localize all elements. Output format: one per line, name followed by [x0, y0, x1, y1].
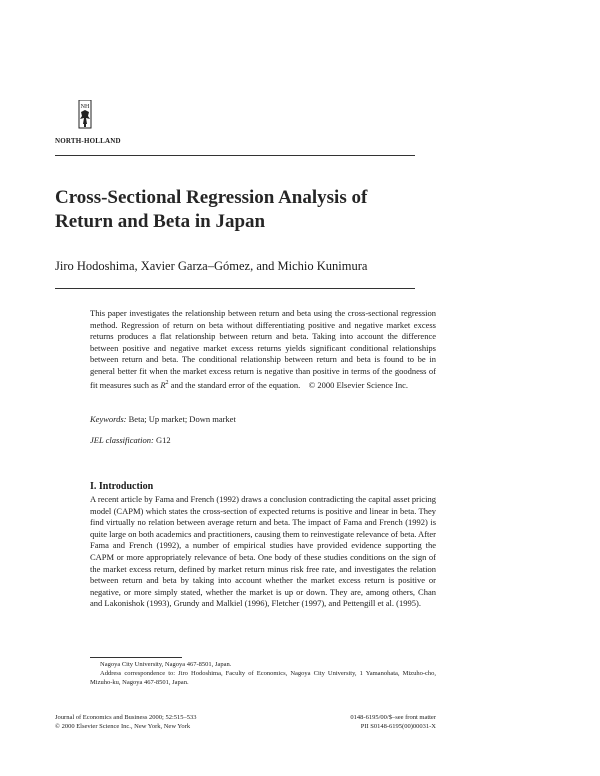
jel-value: G12 [153, 435, 171, 445]
footer-publisher: © 2000 Elsevier Science Inc., New York, New York [55, 722, 191, 730]
header-rule [55, 155, 415, 156]
author-rule [55, 288, 415, 289]
r-symbol: R [160, 379, 166, 390]
north-holland-tree-icon [77, 100, 93, 130]
keywords-label: Keywords: [90, 414, 127, 424]
abstract [90, 308, 436, 391]
title-line-1: Cross-Sectional Regression Analysis of [55, 187, 368, 208]
footnote-rule [90, 657, 182, 658]
abstract-text: This paper investigates the relationship between return and beta using the cross-sectional regression method. Regression of return on beta without differentiating positive and negative market excess returns produces a flat relationship between return and beta. Taking into account the difference between positive and negative market excess returns yields significant conditional relationships between return and beta. The conditional relationship between return and beta is found to be in general better fit when the market excess return is negative than positive in terms of the goodness of fit measures such as [90, 308, 436, 390]
logo-mark-text: NH [80, 104, 90, 110]
keywords-value: Beta; Up market; Down market [126, 414, 236, 424]
footnote-correspondence: Address correspondence to: Jiro Hodoshima, Faculty of Economics, Nagoya City University, 1 Yamanohata, Mizuho-cho, Mizuho-ku, Nagoya 467-8501, Japan. [90, 670, 436, 686]
abstract-copyright: © 2000 Elsevier Science Inc. [308, 379, 408, 390]
footer-pii: PII S0148-6195(00)00031-X [360, 722, 436, 730]
author-list: Jiro Hodoshima, Xavier Garza–Gómez, and Michio Kunimura [55, 259, 368, 273]
introduction-body [90, 494, 436, 610]
section-heading: I. Introduction [90, 481, 154, 492]
publisher-name: NORTH-HOLLAND [55, 137, 121, 145]
footer-journal: Journal of Economics and Business 2000; 52:515–533 [55, 714, 197, 721]
publisher-logo [55, 100, 125, 148]
jel-label: JEL classification: [90, 435, 154, 445]
footer-identifiers [300, 714, 436, 731]
title-line-2: Return and Beta in Japan [55, 211, 266, 232]
r-superscript: 2 [165, 379, 169, 386]
footer-issn: 0148-6195/00/$–see front matter [350, 714, 436, 721]
paper-title [55, 186, 435, 234]
footnote [90, 660, 436, 687]
introduction-paragraph: A recent article by Fama and French (1992) draws a conclusion contradicting the capital asset pricing model (CAPM) which states the cross-section of expected returns is positive and linear in beta. They find virtually no relation between average return and beta. The impact of Fama and French (1992) is quite large on both academics and practitioners, causing them to reinvestigate relevance of beta. After Fama and French (1992), a number of empirical studies have provided evidence supporting the CAPM or more appropriately relevance of beta. One body of these studies conditions on the sign of the market excess return, defined by market return minus risk free rate, and investigates the relation between return and beta by taking into account whether the market excess return is positive or negative, or more simply stated, whether the market is up or down. They are, among others, Chan and Lakonishok (1993), Grundy and Malkiel (1996), Fletcher (1997), and Pettengill et al. (1995). [90, 494, 436, 609]
abstract-text-end: and the standard error of the equation. [168, 379, 301, 390]
footer-journal-info [55, 714, 295, 731]
keywords [90, 414, 436, 425]
jel-classification [90, 435, 436, 446]
footnote-affiliation: Nagoya City University, Nagoya 467-8501, Japan. [100, 661, 232, 668]
